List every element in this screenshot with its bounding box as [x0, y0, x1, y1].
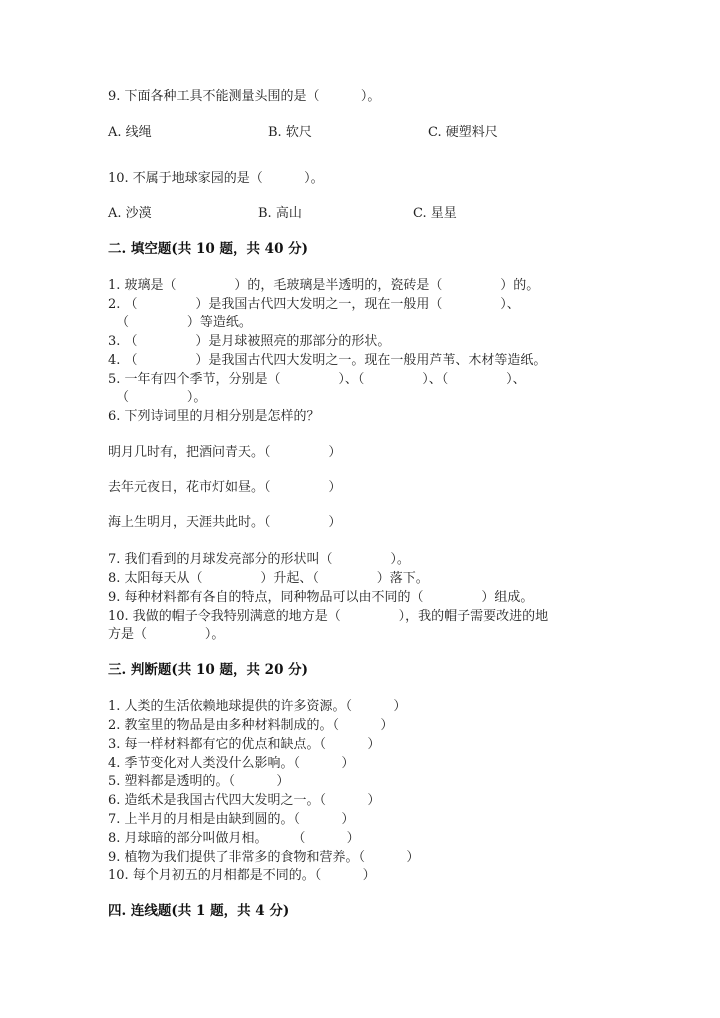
fill-line: 4. （ ）是我国古代四大发明之一。现在一般用芦苇、木材等造纸。 — [108, 353, 547, 368]
fill-line: （ ）等造纸。 — [116, 315, 252, 330]
tf-item: 3. 每一样材料都有它的优点和缺点。（ ） — [108, 737, 381, 752]
fill-line: 7. 我们看到的月球发亮部分的形状叫（ ）。 — [108, 552, 410, 567]
tf-item: 1. 人类的生活依赖地球提供的许多资源。（ ） — [108, 699, 407, 714]
fill-line: 1. 玻璃是（ ）的，毛玻璃是半透明的，瓷砖是（ ）的。 — [108, 278, 540, 293]
fill-line: 5. 一年有四个季节，分别是（ ）、（ ）、（ ）、 — [108, 372, 526, 387]
fill-blank-heading: 二. 填空题(共 10 题，共 40 分) — [108, 241, 309, 257]
tf-item: 2. 教室里的物品是由多种材料制成的。（ ） — [108, 718, 394, 733]
fill-line: 2. （ ）是我国古代四大发明之一，现在一般用（ ）、 — [108, 297, 520, 312]
poem-line: 去年元夜日，花市灯如昼。（ ） — [108, 480, 342, 495]
tf-item: 10. 每个月初五的月相都是不同的。（ ） — [108, 868, 376, 883]
poem-line: 明月几时有，把酒问青天。（ ） — [108, 445, 342, 460]
question-9-option-b: B. 软尺 — [268, 125, 312, 140]
matching-heading: 四. 连线题(共 1 题，共 4 分) — [108, 903, 290, 919]
fill-line: 10. 我做的帽子令我特别满意的地方是（ ），我的帽子需要改进的地 — [108, 609, 549, 624]
tf-item: 9. 植物为我们提供了非常多的食物和营养。（ ） — [108, 850, 420, 865]
tf-item: 5. 塑料都是透明的。（ ） — [108, 774, 290, 789]
tf-item: 6. 造纸术是我国古代四大发明之一。（ ） — [108, 793, 381, 808]
fill-line: 3. （ ）是月球被照亮的那部分的形状。 — [108, 334, 391, 349]
tf-item: 8. 月球暗的部分叫做月相。 （ ） — [108, 831, 360, 846]
true-false-heading: 三. 判断题(共 10 题，共 20 分) — [108, 662, 309, 678]
fill-line: 8. 太阳每天从（ ）升起、（ ）落下。 — [108, 571, 429, 586]
question-9-text: 9. 下面各种工具不能测量头围的是（ ）。 — [108, 89, 381, 104]
fill-line: 方是（ ）。 — [108, 627, 225, 642]
fill-line: （ ）。 — [116, 390, 207, 405]
fill-line: 6. 下列诗词里的月相分别是怎样的？ — [108, 409, 320, 424]
poem-line: 海上生明月，天涯共此时。（ ） — [108, 515, 342, 530]
question-10-option-c: C. 星星 — [413, 206, 457, 221]
question-10-text: 10. 不属于地球家园的是（ ）。 — [108, 171, 324, 186]
question-9-option-c: C. 硬塑料尺 — [428, 125, 498, 140]
question-10-option-b: B. 高山 — [258, 206, 302, 221]
tf-item: 4. 季节变化对人类没什么影响。（ ） — [108, 756, 355, 771]
fill-line: 9. 每种材料都有各自的特点，同种物品可以由不同的（ ）组成。 — [108, 590, 534, 605]
question-9-option-a: A. 线绳 — [108, 125, 152, 140]
tf-item: 7. 上半月的月相是由缺到圆的。（ ） — [108, 812, 355, 827]
question-10-option-a: A. 沙漠 — [108, 206, 152, 221]
